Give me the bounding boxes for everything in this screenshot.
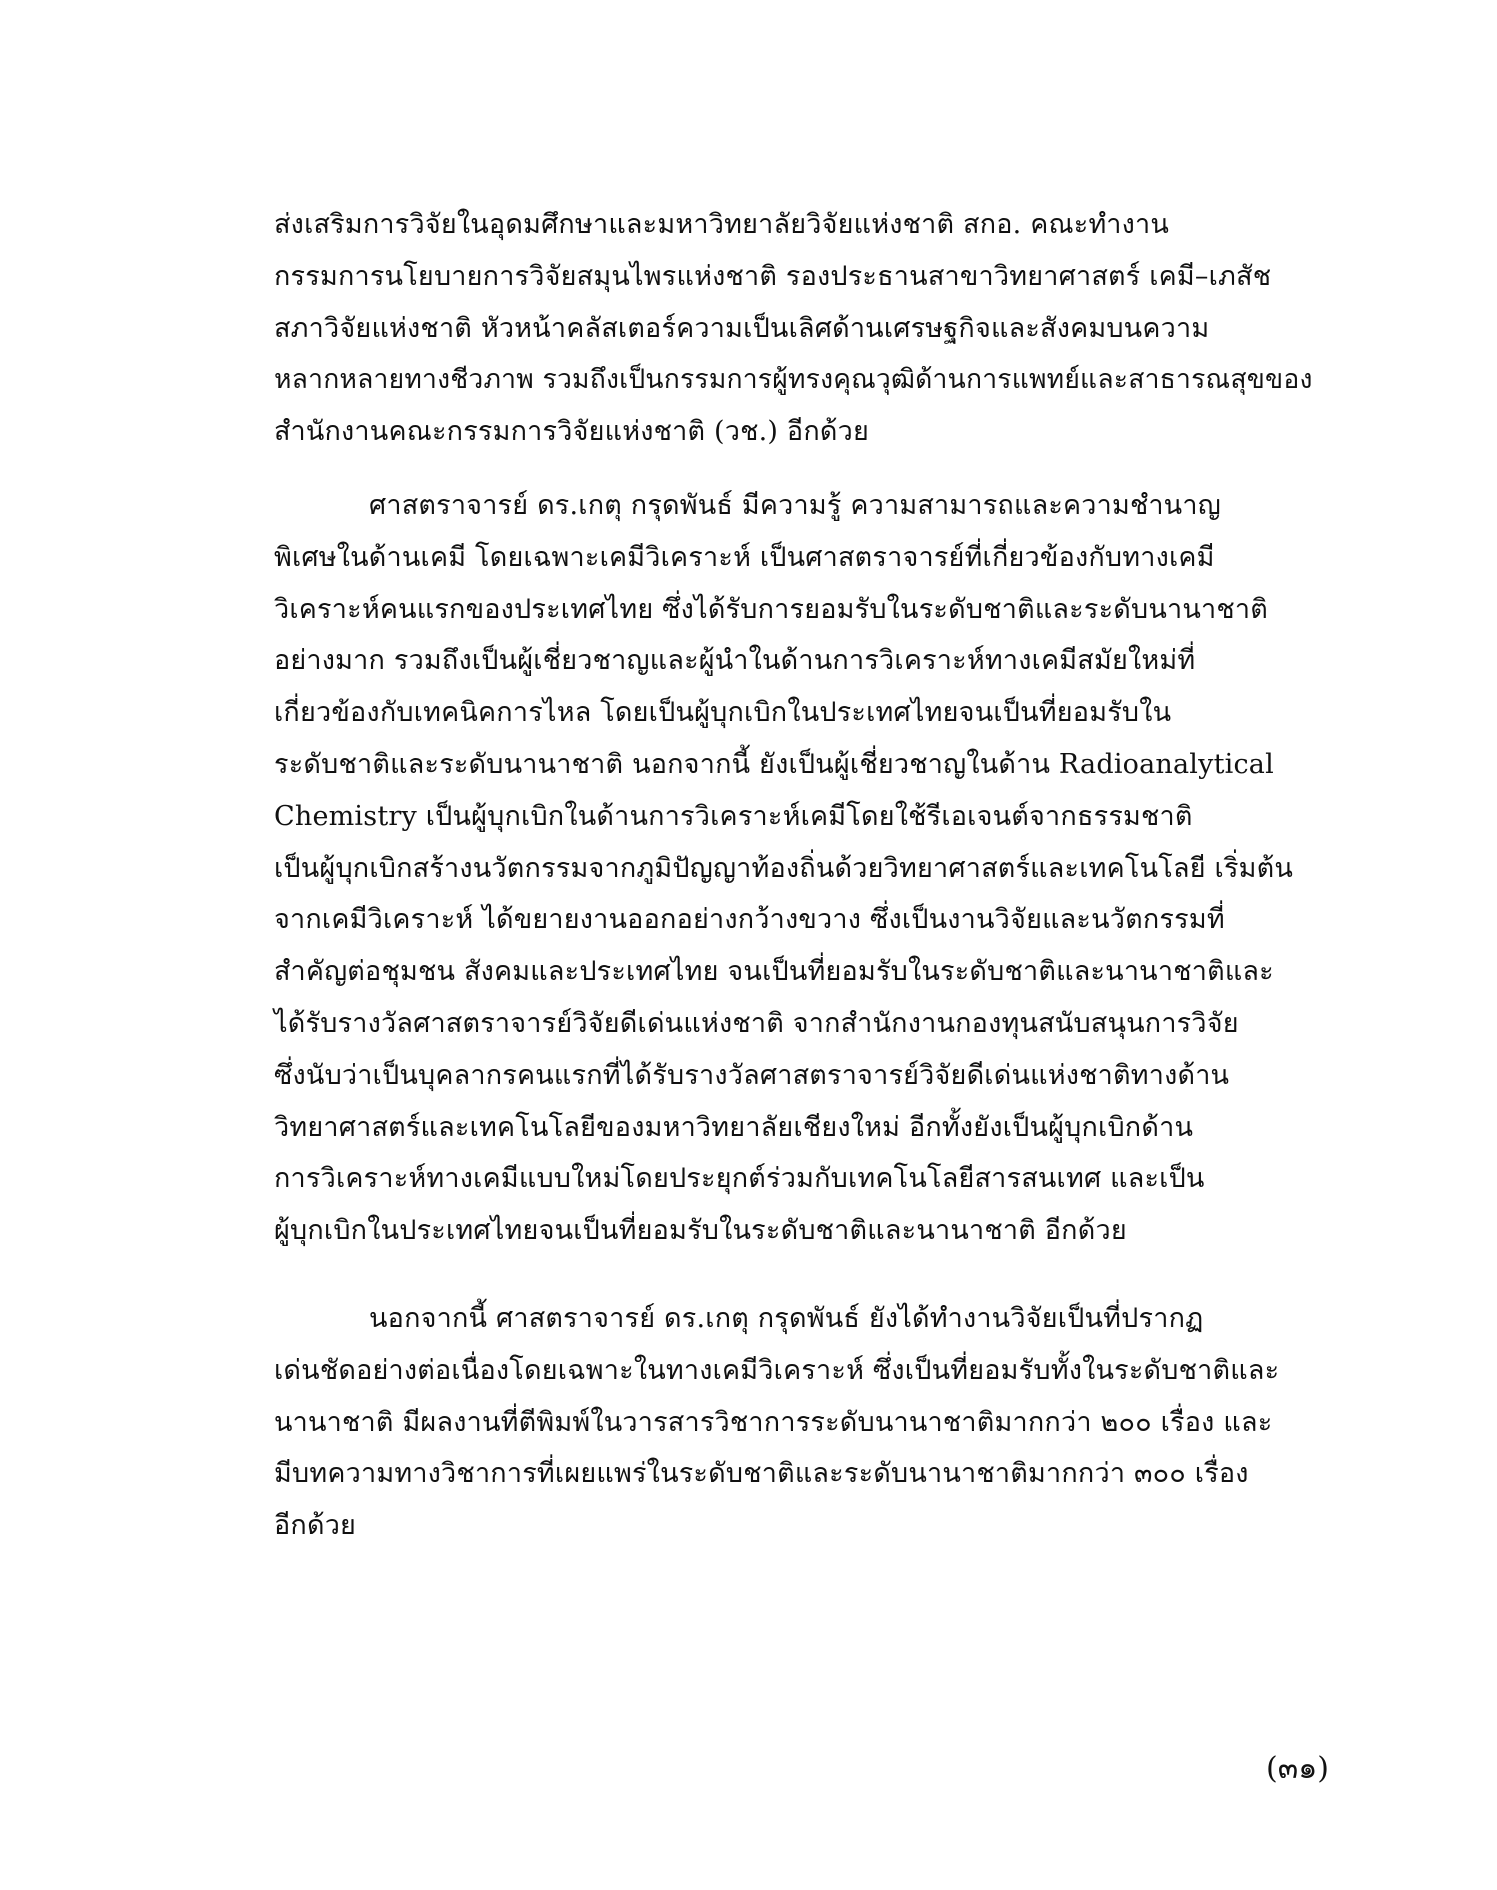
text-line: วิทยาศาสตร์และเทคโนโลยีของมหาวิทยาลัยเชียงใหม่ อีกทั้งยังเป็นผู้บุกเบิกด้าน (274, 1111, 1194, 1143)
text-line: เกี่ยวข้องกับเทคนิคการไหล โดยเป็นผู้บุกเบิกในประเทศไทยจนเป็นที่ยอมรับใน (274, 697, 1172, 729)
text-line: ระดับชาติและระดับนานาชาติ นอกจากนี้ ยังเป็นผู้เชี่ยวชาญในด้าน Radioanalytical (274, 748, 1274, 780)
text-line: หลากหลายทางชีวภาพ รวมถึงเป็นกรรมการผู้ทรงคุณวุฒิด้านการแพทย์และสาธารณสุขของ (274, 364, 1313, 396)
text-line: ผู้บุกเบิกในประเทศไทยจนเป็นที่ยอมรับในระดับชาติและนานาชาติ อีกด้วย (274, 1215, 1127, 1247)
text-line: นานาชาติ มีผลงานที่ตีพิมพ์ในวารสารวิชาการระดับนานาชาติมากกว่า ๒๐๐ เรื่อง และ (274, 1406, 1273, 1438)
text-line: พิเศษในด้านเคมี โดยเฉพาะเคมีวิเคราะห์ เป็นศาสตราจารย์ที่เกี่ยวข้องกับทางเคมี (274, 541, 1215, 573)
text-line: อย่างมาก รวมถึงเป็นผู้เชี่ยวชาญและผู้นำในด้านการวิเคราะห์ทางเคมีสมัยใหม่ที่ (274, 645, 1196, 677)
text-line: สภาวิจัยแห่งชาติ หัวหน้าคลัสเตอร์ความเป็นเลิศด้านเศรษฐกิจและสังคมบนความ (274, 312, 1210, 344)
text-line: วิเคราะห์คนแรกของประเทศไทย ซึ่งได้รับการยอมรับในระดับชาติและระดับนานาชาติ (274, 593, 1268, 625)
text-line: ซึ่งนับว่าเป็นบุคลากรคนแรกที่ได้รับรางวัลศาสตราจารย์วิจัยดีเด่นแห่งชาติทางด้าน (274, 1059, 1230, 1091)
text-line: นอกจากนี้ ศาสตราจารย์ ดร.เกตุ กรุดพันธ์ ยังได้ทำงานวิจัยเป็นที่ปรากฏ (369, 1303, 1204, 1334)
paragraph-2 (274, 480, 1330, 1257)
text-line: สำคัญต่อชุมชน สังคมและประเทศไทย จนเป็นที่ยอมรับในระดับชาติและนานาชาติและ (274, 956, 1274, 988)
text-line: ส่งเสริมการวิจัยในอุดมศึกษาและมหาวิทยาลัยวิจัยแห่งชาติ สกอ. คณะทำงาน (274, 209, 1169, 240)
page-number: (๓๑) (1266, 1751, 1329, 1786)
text-line: อีกด้วย (274, 1510, 357, 1542)
text-line: มีบทความทางวิชาการที่เผยแพร่ในระดับชาติและระดับนานาชาติมากกว่า ๓๐๐ เรื่อง (274, 1458, 1249, 1490)
paragraph-1 (274, 199, 1330, 458)
text-line: เป็นผู้บุกเบิกสร้างนวัตกรรมจากภูมิปัญญาท้องถิ่นด้วยวิทยาศาสตร์และเทคโนโลยี เริ่มต้น (274, 852, 1294, 884)
text-line: เด่นชัดอย่างต่อเนื่องโดยเฉพาะในทางเคมีวิเคราะห์ ซึ่งเป็นที่ยอมรับทั้งในระดับชาติและ (274, 1354, 1280, 1386)
text-line: จากเคมีวิเคราะห์ ได้ขยายงานออกอย่างกว้างขวาง ซึ่งเป็นงานวิจัยและนวัตกรรมที่ (274, 904, 1225, 936)
text-line: Chemistry เป็นผู้บุกเบิกในด้านการวิเคราะห์เคมีโดยใช้รีเอเจนต์จากธรรมชาติ (274, 800, 1193, 832)
text-line: การวิเคราะห์ทางเคมีแบบใหม่โดยประยุกต์ร่วมกับเทคโนโลยีสารสนเทศ และเป็น (274, 1163, 1205, 1195)
text-line: สำนักงานคณะกรรมการวิจัยแห่งชาติ (วช.) อีกด้วย (274, 416, 870, 448)
paragraph-3 (274, 1293, 1330, 1552)
text-line: ได้รับรางวัลศาสตราจารย์วิจัยดีเด่นแห่งชาติ จากสำนักงานกองทุนสนับสนุนการวิจัย (274, 1007, 1239, 1039)
text-line: กรรมการนโยบายการวิจัยสมุนไพรแห่งชาติ รองประธานสาขาวิทยาศาสตร์ เคมี–เภสัช (274, 260, 1272, 292)
text-line: ศาสตราจารย์ ดร.เกตุ กรุดพันธ์ มีความรู้ ความสามารถและความชำนาญ (369, 490, 1221, 521)
